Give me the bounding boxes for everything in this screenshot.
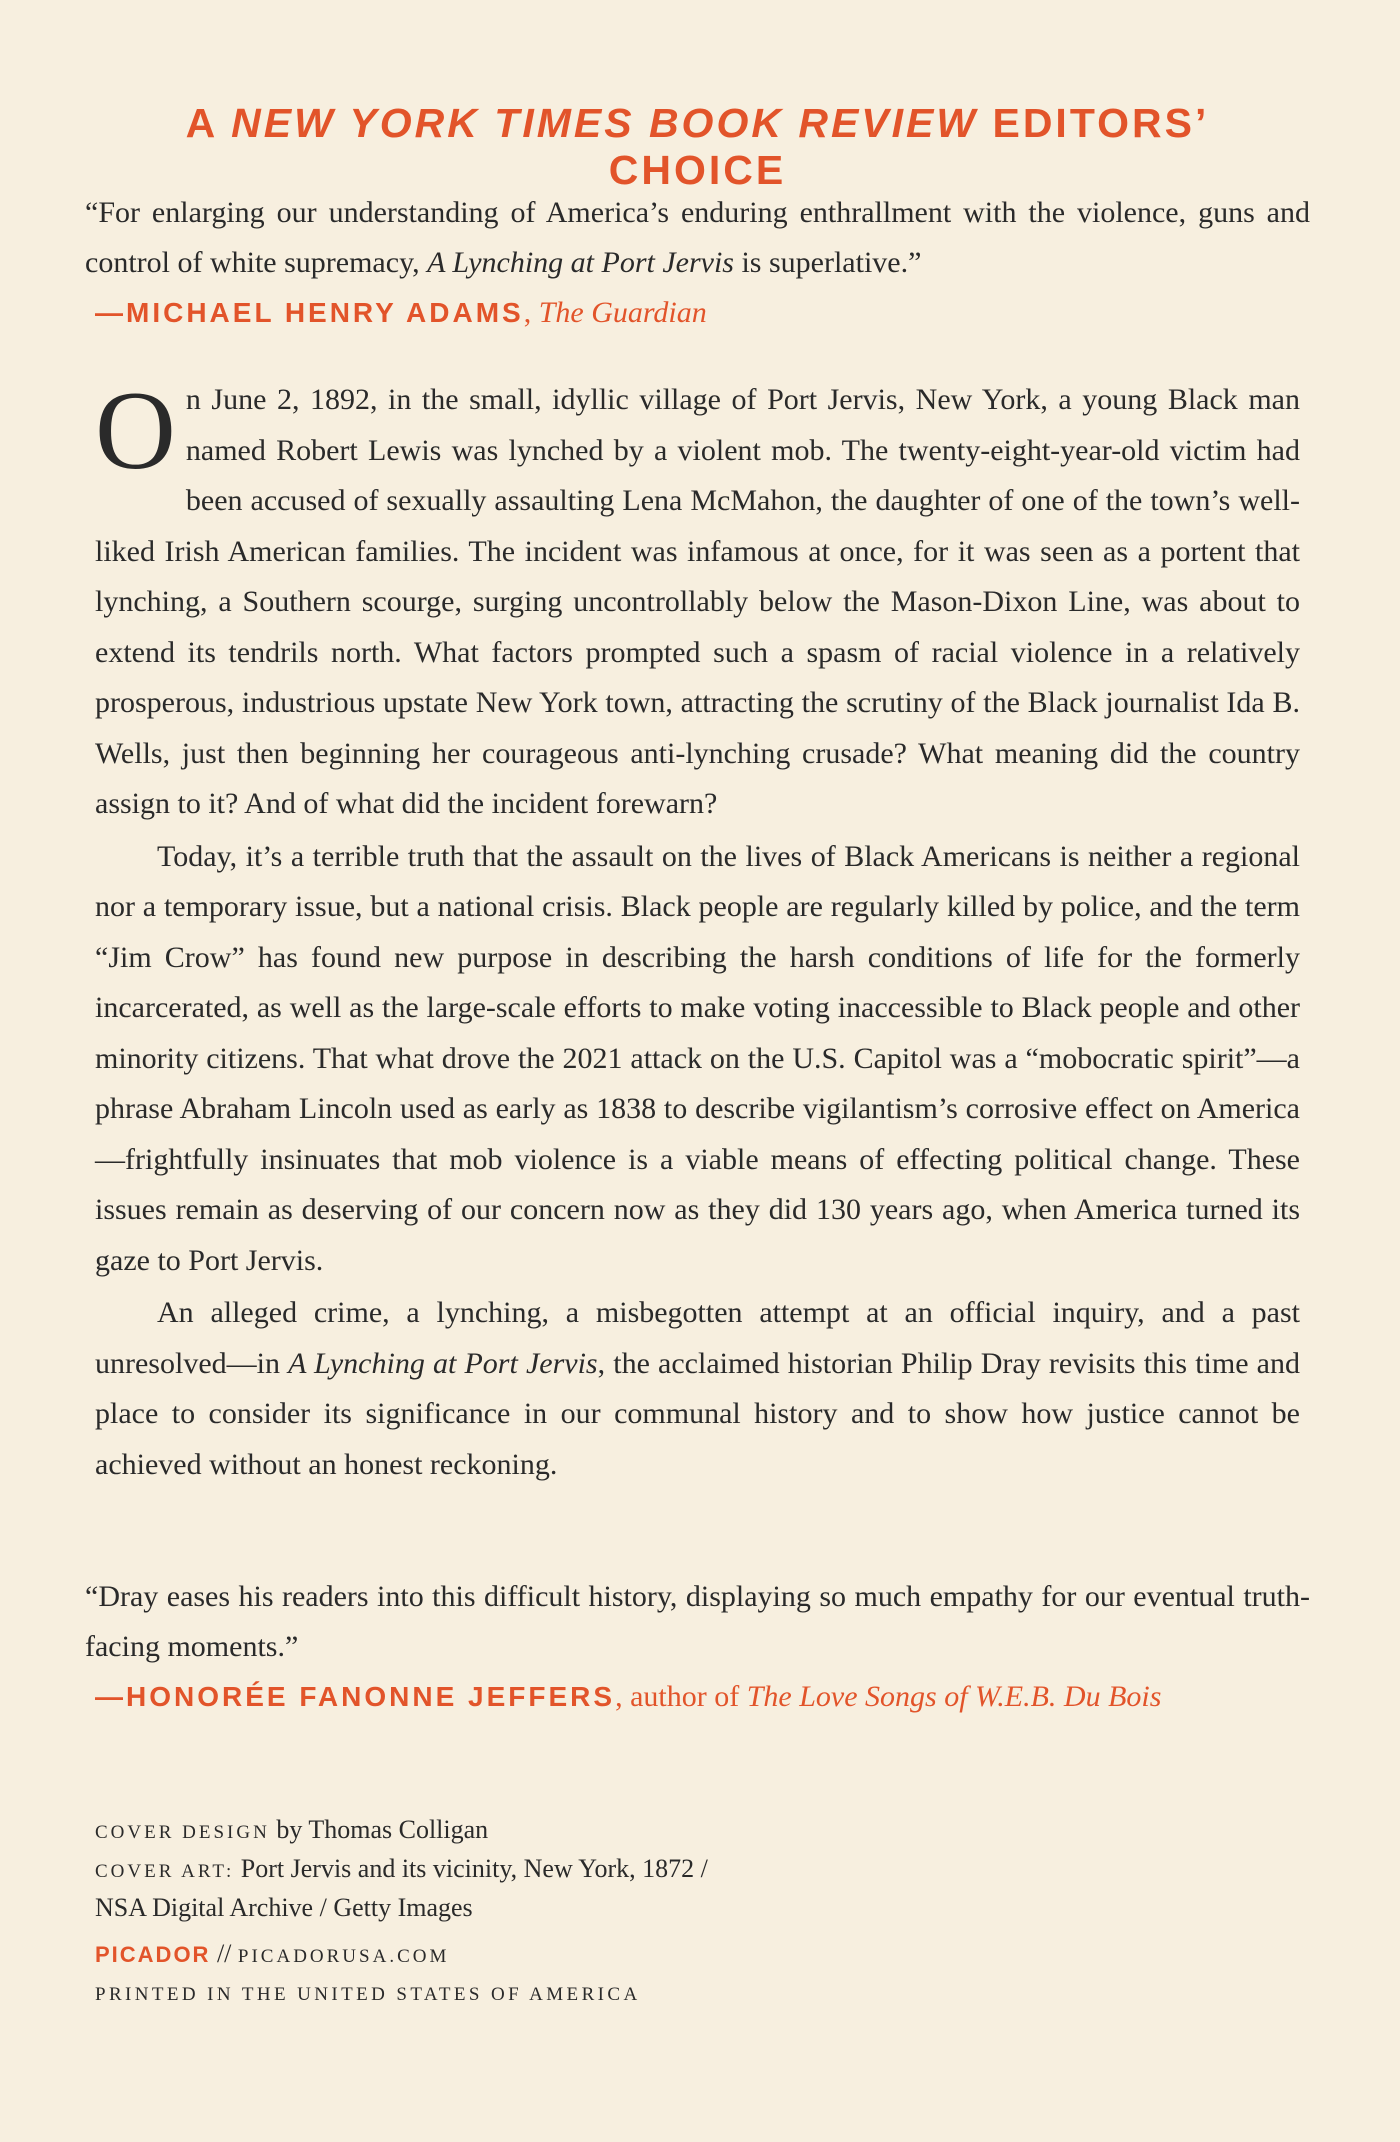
description-paragraph-3 — [95, 1288, 1300, 1490]
quote2-author: —HONORÉE FANONNE JEFFERS — [95, 1681, 616, 1712]
quote1-publication: The Guardian — [538, 296, 707, 329]
blurb-quote-1 — [85, 188, 1310, 338]
paragraph-3-text-a: An alleged crime, a lynching, a misbegotten attempt at an official inquiry, and a past unresolved—in — [95, 1296, 1300, 1380]
description — [95, 369, 1300, 1492]
paragraph-1-text: n June 2, 1892, in the small, idyllic village of Port Jervis, New York, a young Black man named Robert Lewis was lynched by a violent mob. The twenty-eight-year-old victim had been accused of sexually assaulting Lena McMahon, the daughter of one of the town’s well-liked Irish American families. The incident was infamous at once, for it was seen as a portent that lynching, a Southern scourge, surging uncontrollably below the Mason-Dixon Line, was about to extend its tendrils north. What factors prompted such a spasm of racial violence in a relatively prosperous, industrious upstate New York town, attracting the scrutiny of the Black journalist Ida B. Wells, just then beginning her courageous anti-lynching crusade? What meaning did the country assign to it? And of what did the incident forewarn? — [95, 383, 1300, 820]
quote1-author: —MICHAEL HENRY ADAMS — [95, 297, 524, 328]
headline-suffix: EDITORS’ CHOICE — [608, 100, 1210, 193]
quote2-text: “Dray eases his readers into this difficult history, displaying so much empathy for our eventual truth-facing moments.” — [85, 1580, 1310, 1663]
cover-design-label: COVER DESIGN — [95, 1822, 270, 1843]
credits — [95, 1812, 1300, 2013]
cover-art-label: COVER ART: — [95, 1861, 235, 1882]
headline — [95, 100, 1300, 194]
quote1-book-title: A Lynching at Port Jervis — [427, 246, 734, 279]
headline-publication: NEW YORK TIMES BOOK REVIEW — [231, 100, 979, 146]
cover-art-value-2: NSA Digital Archive / Getty Images — [95, 1893, 473, 1922]
quote2-attribution — [95, 1672, 1310, 1722]
printed-in-line: PRINTED IN THE UNITED STATES OF AMERICA — [95, 1984, 641, 2005]
drop-cap: O — [95, 369, 176, 493]
publisher-separator: // — [210, 1939, 238, 1968]
publisher-line — [95, 1936, 1300, 1975]
quote2-work: The Love Songs of W.E.B. Du Bois — [746, 1680, 1162, 1713]
description-paragraph-2: Today, it’s a terrible truth that the assault on the lives of Black Americans is neither a regional nor a temporary issue, but a national crisis. Black people are regularly killed by police, and the term “Jim Crow” has found new purpose in describing the harsh conditions of life for the formerly incarcerated, as well as the large-scale efforts to make voting inaccessible to Black people and other minority citizens. That what drove the 2021 attack on the U.S. Capitol was a “mobocratic spirit”—a phrase Abraham Lincoln used as early as 1838 to describe vigilantism’s corrosive effect on America—frightfully insinuates that mob violence is a viable means of effecting political change. These issues remain as deserving of our concern now as they did 130 years ago, when America turned its gaze to Port Jervis. — [95, 839, 1300, 1277]
publisher-name: PICADOR — [95, 1942, 211, 1967]
quote1-sep: , — [523, 296, 539, 329]
cover-art-value-1: Port Jervis and its vicinity, New York, 1872 / — [234, 1854, 708, 1883]
cover-design-credit — [95, 1812, 1300, 1851]
quote1-text-a: “For enlarging our understanding of America’s enduring enthrallment with the violence, guns and control of white supremacy, — [85, 196, 1310, 279]
description-paragraph-1 — [95, 369, 1300, 830]
cover-art-credit — [95, 1851, 1300, 1890]
paragraph-3-text-b: , the acclaimed historian Philip Dray revisits this time and place to consider its significance in our communal history and to show how justice cannot be achieved without an honest reckoning. — [95, 1346, 1300, 1481]
headline-prefix: A — [185, 100, 232, 146]
publisher-website: PICADORUSA.COM — [237, 1946, 450, 1967]
quote1-text-b: is superlative.” — [733, 246, 922, 279]
quote2-pre: , author of — [615, 1680, 747, 1713]
cover-design-value: by Thomas Colligan — [269, 1815, 489, 1844]
blurb-quote-2 — [85, 1572, 1310, 1722]
paragraph-3-book-title: A Lynching at Port Jervis — [288, 1346, 598, 1380]
quote1-attribution — [95, 288, 1310, 338]
